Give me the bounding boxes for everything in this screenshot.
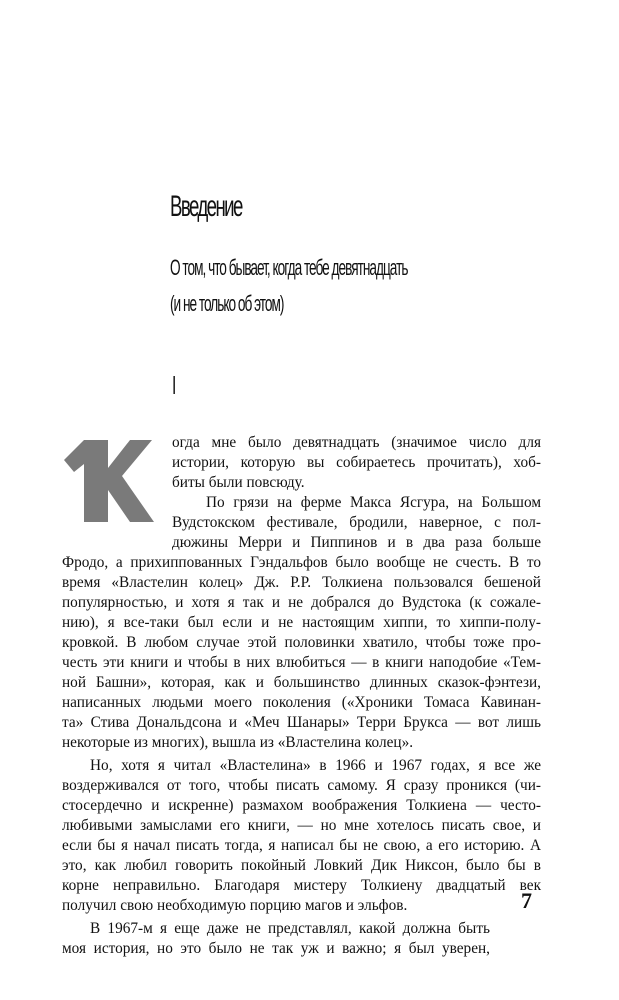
page-number: 7: [521, 888, 532, 913]
text-line: популярностью, и хотя я так и не добрался до Вудстока (к сожале-: [62, 594, 541, 611]
text-line: По грязи на ферме Макса Ясгура, на Большом: [206, 494, 541, 511]
text-line: моя история, но это было не так уж и важно; я был уверен,: [62, 940, 490, 957]
text-line: истории, которую вы собираетесь прочитать), хоб-: [172, 454, 541, 471]
text-line: время «Властелин колец» Дж. Р.Р. Толкиена пользовался бешеной: [62, 574, 541, 591]
text-line: корне неправильно. Благодаря мистеру Толкиену двадцатый век: [62, 877, 541, 894]
text-line: получил свою необходимую порцию магов и эльфов.: [62, 897, 408, 914]
text-line: написанных людьми моего поколения («Хроники Томаса Кавинан-: [62, 694, 541, 711]
text-line: воздерживался от того, чтобы писать самому. Я сразу проникся (чи-: [62, 777, 541, 794]
chapter-title: Введение: [170, 190, 242, 223]
drop-cap-serif: [64, 440, 84, 472]
text-line: дюжины Мерри и Пиппинов и в два раза больше: [172, 534, 541, 551]
text-line: та» Стива Дональдсона и «Меч Шанары» Терри Брукса — вот лишь: [62, 714, 541, 731]
text-line: кровкой. В любом случае этой половинки хватило, чтобы тоже про-: [62, 634, 541, 651]
chapter-subtitle-line-1: О том, что бывает, когда тебе девятнадцать: [170, 255, 408, 280]
text-line: нию), я все-таки был если и не настоящим хиппи, то хиппи-полу-: [62, 614, 541, 631]
text-line: Вудстокском фестивале, бродили, наверное, с пол-: [172, 514, 541, 531]
text-line: В 1967-м я еще даже не представлял, какой должна быть: [90, 920, 490, 937]
text-line: некоторые из многих), вышла из «Властелина колец».: [62, 734, 414, 751]
chapter-subtitle-line-2: (и не только об этом): [170, 291, 284, 316]
text-line: любивыми замыслами его книги, — но мне хотелось писать свое, и: [62, 817, 541, 834]
text-line: огда мне было девятнадцать (значимое число для: [172, 434, 541, 451]
text-line: Но, хотя я читал «Властелина» в 1966 и 1967 годах, я все же: [90, 757, 541, 774]
section-number: I: [172, 370, 177, 400]
text-line: честь эти книги и чтобы в них влюбиться — в книги наподобие «Тем-: [62, 654, 541, 671]
text-line: Фродо, а прихиппованных Гэндальфов было вообще не счесть. В то: [62, 554, 541, 571]
drop-cap-shape: [84, 440, 154, 522]
text-line: ной Башни», которая, как и большинство длинных сказок-фэнтези,: [62, 674, 541, 691]
text-line: биты были повсюду.: [172, 474, 305, 491]
drop-cap-letter-k: [62, 432, 155, 522]
text-line: это, как любил говорить покойный Ловкий Дик Никсон, было бы в: [62, 857, 541, 874]
text-line: стосердечно и искренне) размахом воображения Толкиена — често-: [62, 797, 541, 814]
text-line: если бы я начал писать тогда, я написал бы не свою, а его историю. А: [62, 837, 541, 854]
